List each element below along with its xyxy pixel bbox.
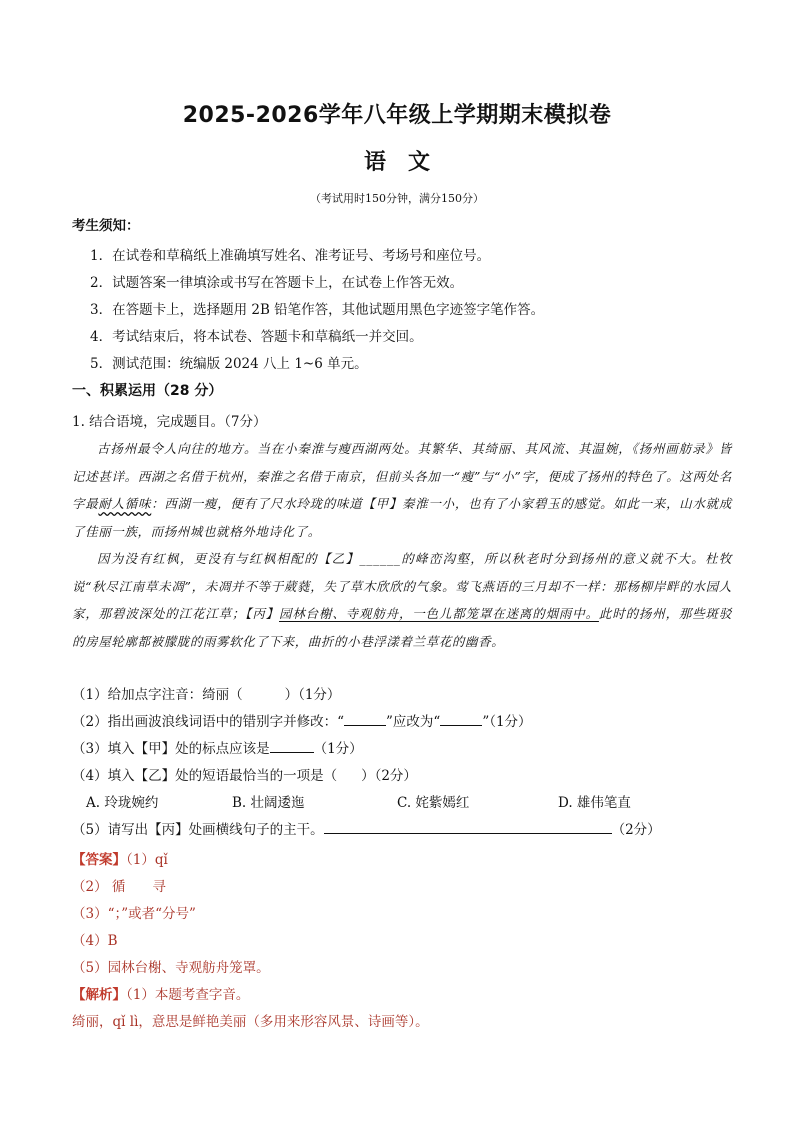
- section-heading: 一、积累运用（28 分）: [72, 383, 223, 399]
- notice-heading: 考生须知：: [72, 218, 140, 234]
- question-header: 1. 结合语境，完成题目。（7分）: [72, 414, 267, 430]
- option-a[interactable]: A. 玲珑婉约: [86, 795, 159, 811]
- answer-text: （1）qǐ: [126, 852, 168, 868]
- answer-line-3: （3）“；”或者“分号”: [72, 906, 196, 922]
- answer-line-5: （5）园林台榭、寺观舫舟笼罩。: [72, 960, 270, 976]
- wavy-underlined-word: 耐人循味: [98, 496, 152, 511]
- subquestion-text: ）（1分）: [284, 687, 341, 703]
- passage-text: ：西湖一瘦，便有了尺水玲珑的味道【甲】秦淮一小，也有了小家碧玉的感觉。如此一来，山水就成了佳丽一族，而扬州城也就格外地诗化了。: [72, 496, 732, 539]
- subquestion-text: （2）指出画波浪线词语中的错别字并修改：“: [72, 714, 344, 730]
- analysis-label: 【解析】: [72, 987, 126, 1003]
- notice-item: 1．在试卷和草稿纸上准确填写姓名、准考证号、考场号和座位号。: [90, 248, 491, 264]
- answer-line-1: [72, 848, 168, 868]
- passage-text: 此时的扬州，那些斑驳的房屋轮廓都被朦胧的雨雾软化了下来，曲折的小巷浮漾着兰草花的幽香。: [72, 606, 732, 649]
- analysis-text: （1）本题考查字音。: [126, 987, 250, 1003]
- subquestion-text: ”（1分）: [482, 714, 532, 730]
- subquestion-text: （1分）: [313, 741, 363, 757]
- notice-item: 3．在答题卡上，选择题用 2B 铅笔作答，其他试题用黑色字迹签字笔作答。: [90, 302, 545, 318]
- reading-passage: [72, 435, 732, 655]
- notice-item: 5．测试范围：统编版 2024 八上 1~6 单元。: [90, 356, 368, 372]
- analysis-line-1: [72, 983, 249, 1003]
- subquestion-text: （1）给加点字注音：绮丽（: [72, 687, 243, 703]
- answer-blank[interactable]: [324, 819, 612, 834]
- passage-text: 因为没有红枫，更没有与红枫相配的【乙】______的峰峦沟壑，所以秋老时分到扬州的意义就不大。杜牧说“秋尽江南草未凋”，未凋并不等于葳蕤，失了草木欣欣的气象。莺飞燕语的三月却不一样：那杨柳岸畔的水园人家，那碧波深处的江花江草；【丙】: [72, 551, 732, 621]
- subquestion-1: [72, 683, 340, 703]
- subquestion-text: （2分）: [611, 822, 661, 838]
- answer-blank[interactable]: [440, 711, 482, 726]
- subquestion-3: [72, 737, 363, 757]
- option-b[interactable]: B. 壮阔逶迤: [232, 795, 305, 811]
- answer-label: 【答案】: [72, 852, 126, 868]
- passage-paragraph-2: [72, 545, 732, 655]
- answer-line-2: （2） 循 寻: [72, 879, 166, 895]
- subquestion-2: [72, 710, 532, 730]
- option-c[interactable]: C. 姹紫嫣红: [397, 795, 470, 811]
- passage-text: 古扬州最令人向往的地方。当在小秦淮与瘦西湖两处。其繁华、其绮丽、其风流、其温婉，《扬州画舫录》皆记述甚详。西湖之名借于杭州，秦淮之名借于南京，但前头各加一“瘦”与“小”字，便成了扬州的特色了。这两处名字最: [72, 441, 732, 511]
- answer-line-4: （4）B: [72, 933, 118, 949]
- exam-title: 2025-2026学年八年级上学期期末模拟卷: [182, 103, 612, 128]
- passage-paragraph-1: [72, 435, 732, 545]
- subquestion-text: （3）填入【甲】处的标点应该是: [72, 741, 270, 757]
- subject-title: 语文: [363, 150, 452, 175]
- answer-blank[interactable]: [270, 738, 314, 753]
- subquestion-text: ”应改为“: [386, 714, 441, 730]
- subquestion-4: [72, 764, 417, 784]
- answer-blank[interactable]: [344, 711, 386, 726]
- analysis-line-2: 绮丽，qǐ lì，意思是鲜艳美丽（多用来形容风景、诗画等）。: [72, 1014, 429, 1030]
- subquestion-text: ）（2分）: [361, 768, 417, 784]
- subquestion-text: （4）填入【乙】处的短语最恰当的一项是（: [72, 768, 338, 784]
- notice-item: 4．考试结束后，将本试卷、答题卡和草稿纸一并交回。: [90, 329, 423, 345]
- subquestion-5: [72, 818, 661, 838]
- underlined-sentence: 园林台榭、寺观舫舟，一色儿都笼罩在迷离的烟雨中。: [279, 606, 599, 621]
- notice-item: 2．试题答案一律填涂或书写在答题卡上，在试卷上作答无效。: [90, 275, 464, 291]
- subquestion-text: （5）请写出【丙】处画横线句子的主干。: [72, 822, 324, 838]
- exam-info: （考试用时150分钟，满分150分）: [310, 192, 484, 205]
- option-d[interactable]: D. 雄伟笔直: [558, 795, 631, 811]
